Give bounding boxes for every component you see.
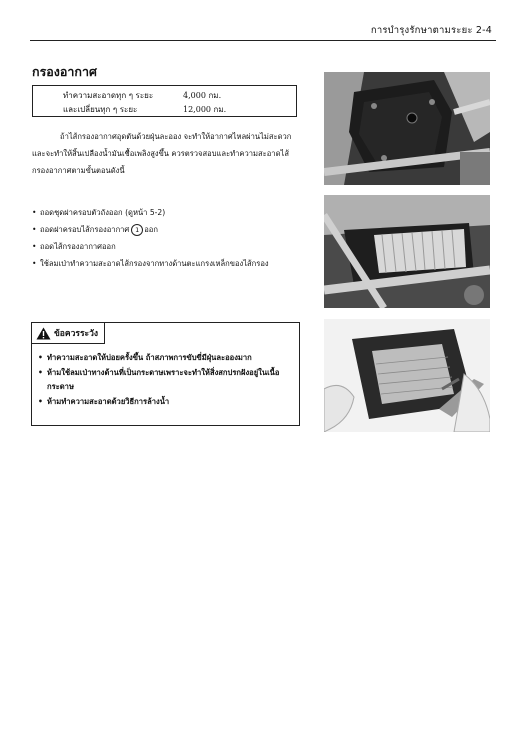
procedure-steps (32, 204, 332, 272)
step-item (32, 204, 332, 221)
header-rule (30, 40, 496, 41)
header-title: การบำรุงรักษาตามระยะ 2-4 (370, 25, 492, 36)
caution-item-text: ห้ามทำความสะอาดด้วยวิธีการล้างน้ำ (47, 396, 170, 406)
caution-label-text: ข้อควรระวัง (54, 329, 98, 339)
interval-box (32, 85, 297, 117)
interval-value: 12,000 กม. (183, 105, 227, 114)
step-item (32, 221, 332, 238)
warning-icon (36, 327, 51, 340)
step-item (32, 238, 332, 255)
caution-item (38, 351, 296, 366)
intro-paragraph: ถ้าไส้กรองอากาศอุดตันด้วยฝุ่นละออง จะทำให้อากาศไหลผ่านไม่สะดวกและจะทำให้สิ้นเปลืองน้ำมันเชื้อเพลิงสูงขึ้น ควรตรวจสอบและทำความสะอาดไส้กรองอากาศตามขั้นตอนดังนี้ (32, 132, 292, 175)
photo-air-cleaner-cover (324, 72, 490, 185)
caution-item (38, 395, 296, 410)
caution-item-text: ห้ามใช้ลมเป่าทางด้านที่เป็นกระดาษเพราะจะทำให้สิ่งสกปรกฝังอยู่ในเนื้อกระดาษ (47, 367, 280, 391)
step-text: ถอดไส้กรองอากาศออก (40, 242, 116, 251)
step-text: ถอดชุดฝาครอบตัวถังออก (ดูหน้า 5-2) (40, 208, 166, 217)
callout-marker: 1 (131, 224, 143, 236)
interval-label: ทำความสะอาดทุก ๆ ระยะ (63, 91, 154, 100)
photo-air-filter-installed (324, 195, 490, 308)
section-title: กรองอากาศ (32, 64, 97, 79)
caution-list (38, 351, 296, 409)
step-text: ใช้ลมเป่าทำความสะอาดไส้กรองจากทางด้านตะแกรงเหล็กของไส้กรอง (40, 259, 269, 268)
caution-label (31, 322, 105, 344)
interval-row-clean (63, 89, 283, 102)
step-item (32, 255, 332, 272)
step-text: ถอดฝาครอบไส้กรองอากาศ (40, 225, 130, 234)
caution-box (31, 322, 300, 426)
interval-row-replace (63, 103, 283, 116)
caution-item-text: ทำความสะอาดให้บ่อยครั้งขึ้น ถ้าสภาพการขับขี่มีฝุ่นละอองมาก (47, 353, 252, 362)
caution-item (38, 366, 296, 395)
photo-filter-cleaning (324, 319, 490, 432)
interval-value: 4,000 กม. (183, 91, 222, 100)
step-text: ออก (144, 225, 158, 234)
interval-label: และเปลี่ยนทุก ๆ ระยะ (63, 105, 138, 114)
